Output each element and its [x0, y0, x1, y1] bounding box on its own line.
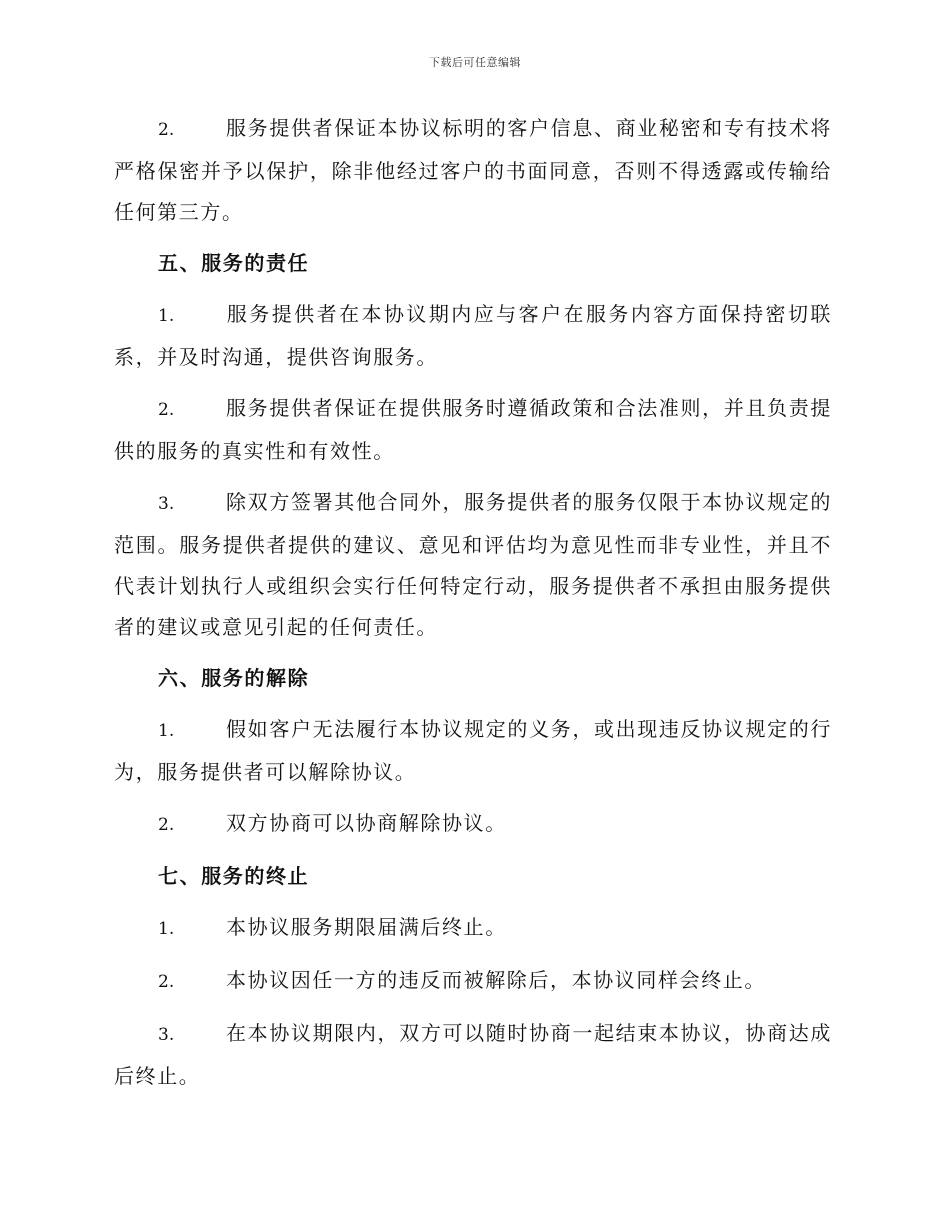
- item-text: 本协议服务期限届满后终止。: [226, 915, 507, 939]
- list-item: [114, 388, 832, 472]
- item-number: 3.: [158, 1025, 175, 1045]
- list-item: [114, 1013, 832, 1097]
- list-item: [114, 294, 832, 378]
- section-heading: 五、服务的责任: [158, 251, 310, 275]
- document-body: [114, 108, 832, 1107]
- item-text: 服务提供者保证在提供服务时遵循政策和合法准则，并且负责提供的服务的真实性和有效性。: [114, 396, 832, 463]
- section-heading: 七、服务的终止: [158, 864, 310, 888]
- list-item: [114, 907, 832, 950]
- item-text: 在本协议期限内，双方可以随时协商一起结束本协议，协商达成后终止。: [114, 1021, 832, 1088]
- list-item: [114, 482, 832, 648]
- item-number: 1.: [158, 721, 175, 741]
- item-text: 除双方签署其他合同外，服务提供者的服务仅限于本协议规定的范围。服务提供者提供的建议、意见和评估均为意见性而非专业性，并且不代表计划执行人或组织会实行任何特定行动，服务提供者不承担由服务提供者的建议或意见引起的任何责任。: [114, 490, 832, 639]
- item-text: 假如客户无法履行本协议规定的义务，或出现违反协议规定的行为，服务提供者可以解除协议。: [114, 717, 832, 784]
- item-number: 2.: [158, 815, 175, 835]
- item-text: 本协议因任一方的违反而被解除后，本协议同样会终止。: [226, 968, 766, 992]
- section-heading: 六、服务的解除: [158, 666, 310, 690]
- item-number: 2.: [158, 400, 175, 420]
- list-item: [114, 960, 832, 1003]
- item-text: 双方协商可以协商解除协议。: [226, 811, 507, 835]
- list-item: [114, 108, 832, 233]
- item-number: 2.: [158, 120, 175, 140]
- item-number: 1.: [158, 919, 175, 939]
- list-item: [114, 803, 832, 846]
- page-header: 下载后可任意编辑: [429, 56, 521, 69]
- item-number: 2.: [158, 972, 175, 992]
- item-number: 3.: [158, 494, 175, 514]
- item-number: 1.: [158, 306, 175, 326]
- item-text: 服务提供者在本协议期内应与客户在服务内容方面保持密切联系，并及时沟通，提供咨询服务。: [114, 302, 832, 369]
- item-text: 服务提供者保证本协议标明的客户信息、商业秘密和专有技术将严格保密并予以保护，除非他经过客户的书面同意，否则不得透露或传输给任何第三方。: [114, 116, 832, 224]
- list-item: [114, 709, 832, 793]
